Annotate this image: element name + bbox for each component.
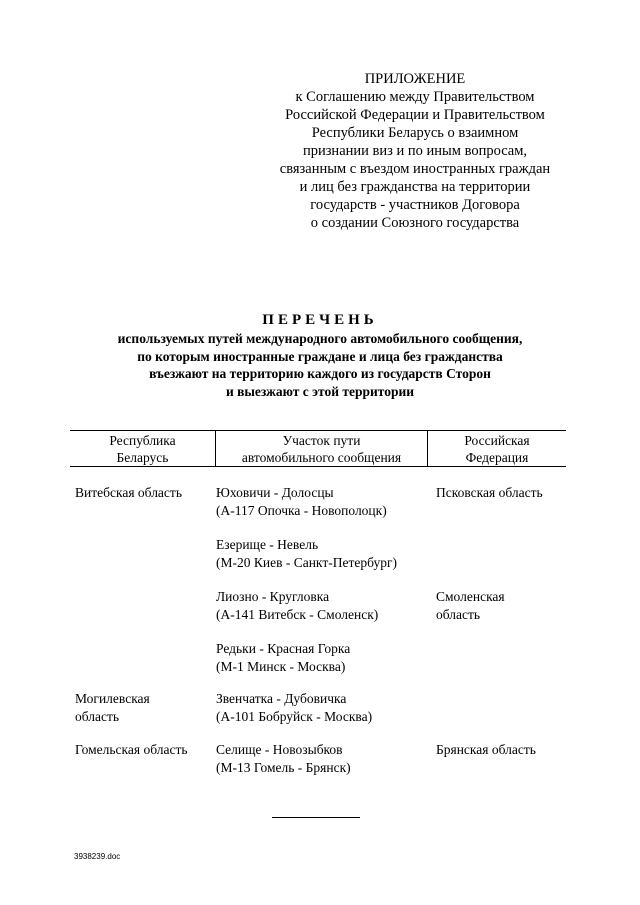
table-header-rule — [70, 466, 566, 467]
appendix-line: признании виз и по иным вопросам, — [302, 143, 528, 159]
table-cell-belarus: Могилевская область — [75, 691, 150, 724]
table-cell-belarus: Витебская область — [75, 485, 182, 500]
table-cell-route: Езерище - Невель (М-20 Киев - Санкт-Петербург) — [216, 537, 397, 570]
header-russia: Российская Федерация — [464, 433, 530, 465]
appendix-line: и лиц без гражданства на территории — [299, 179, 531, 195]
table-cell-route: Звенчатка - Дубовичка (А-101 Бобруйск - Москва) — [216, 691, 373, 724]
table-cell-russia: Смоленская область — [436, 589, 505, 622]
appendix-line: Российской Федерации и Правительством — [285, 107, 545, 123]
appendix-line: Республики Беларусь о взаимном — [311, 125, 519, 141]
table-cell-belarus: Гомельская область — [75, 742, 188, 757]
table-cell-russia: Псковская область — [436, 485, 543, 500]
table-cell-route: Лиозно - Кругловка (А-141 Витебск - Смоленск) — [216, 589, 379, 622]
appendix-block — [270, 70, 560, 232]
subtitle-line: и выезжают с этой территории — [225, 383, 415, 399]
table-top-rule — [70, 430, 566, 431]
appendix-heading: ПРИЛОЖЕНИЕ — [364, 71, 466, 87]
appendix-line: к Соглашению между Правительством — [295, 89, 535, 105]
file-name-footer: 3938239.doc — [74, 852, 121, 861]
appendix-line: о создании Союзного государства — [310, 215, 520, 231]
end-rule — [272, 817, 360, 818]
table-cell-route: Редьки - Красная Горка (М-1 Минск - Москва) — [216, 641, 351, 674]
header-route: Участок пути автомобильного сообщения — [241, 433, 402, 465]
table-cell-route: Селище - Новозыбков (М-13 Гомель - Брянск) — [216, 742, 351, 775]
appendix-line: связанным с въездом иностранных граждан — [279, 161, 551, 177]
document-subtitle — [40, 330, 600, 400]
document-title: ПЕРЕЧЕНЬ — [262, 312, 378, 328]
subtitle-line: по которым иностранные граждане и лица без гражданства — [137, 348, 503, 364]
subtitle-line: используемых путей международного автомобильного сообщения, — [117, 331, 523, 346]
subtitle-line: въезжают на территорию каждого из государств Сторон — [149, 366, 491, 381]
table-cell-route: Юховичи - Долосцы (А-117 Опочка - Новополоцк) — [216, 485, 387, 518]
table-cell-russia: Брянская область — [436, 742, 536, 757]
appendix-line: государств - участников Договора — [310, 197, 520, 213]
header-belarus: Республика Беларусь — [109, 433, 176, 465]
